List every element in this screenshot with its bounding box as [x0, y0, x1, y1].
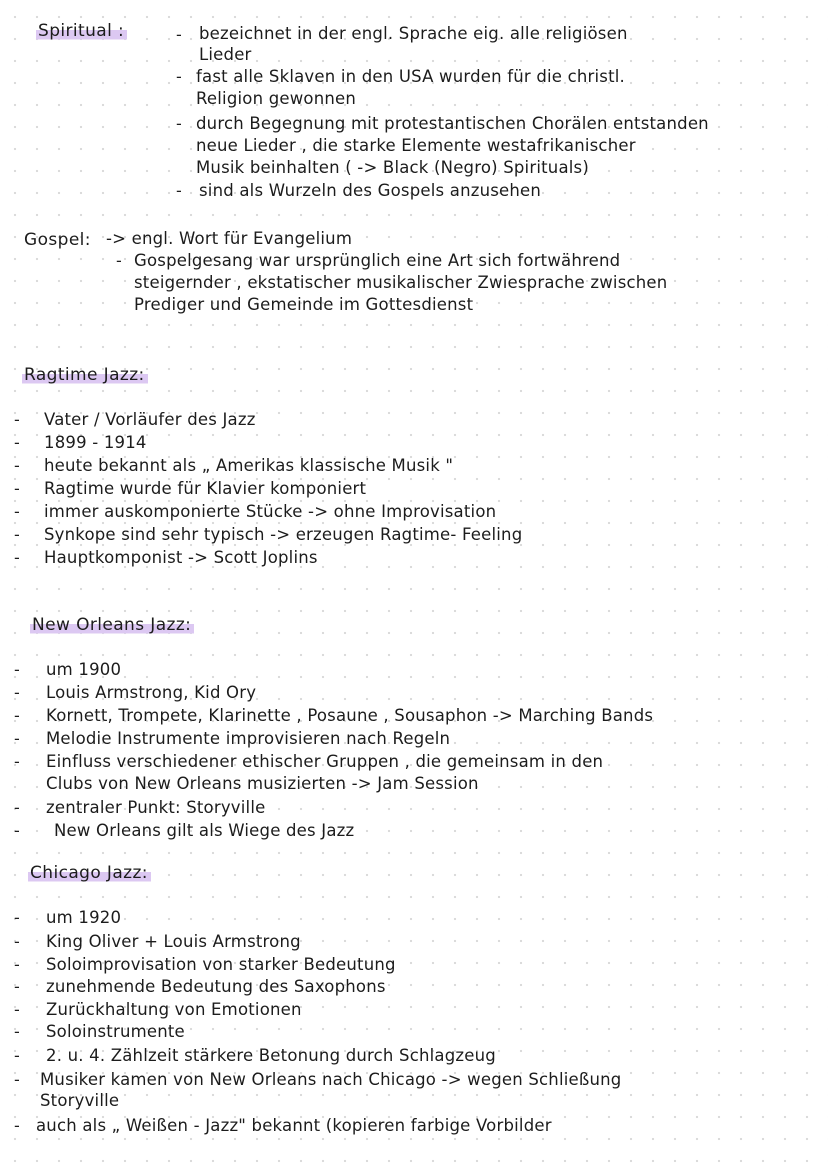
neworleans-line-4: Melodie Instrumente improvisieren nach Regeln — [46, 729, 451, 748]
bullet-dash: - — [14, 660, 20, 679]
spiritual-line-3: fast alle Sklaven in den USA wurden für die christl. — [196, 67, 625, 86]
spiritual-line-4: Religion gewonnen — [196, 89, 357, 108]
bullet-dash: - — [176, 181, 182, 200]
bullet-dash: - — [116, 251, 122, 270]
heading-ragtime: Ragtime Jazz: — [22, 364, 148, 386]
gospel-line-1: -> engl. Wort für Evangelium — [106, 229, 353, 248]
bullet-dash: - — [14, 548, 20, 567]
bullet-dash: - — [14, 798, 20, 817]
chicago-line-9: Storyville — [40, 1091, 120, 1110]
bullet-dash: - — [14, 456, 20, 475]
chicago-line-4: zunehmende Bedeutung des Saxophons — [46, 977, 386, 996]
chicago-line-10: auch als „ Weißen - Jazz" bekannt (kopieren farbige Vorbilder — [36, 1116, 552, 1135]
bullet-dash: - — [14, 433, 20, 452]
bullet-dash: - — [176, 25, 182, 44]
chicago-line-8: Musiker kamen von New Orleans nach Chicago -> wegen Schließung — [40, 1070, 622, 1089]
bullet-dash: - — [14, 752, 20, 771]
spiritual-line-6: neue Lieder , die starke Elemente westafrikanischer — [196, 136, 636, 155]
bullet-dash: - — [14, 955, 20, 974]
neworleans-line-3: Kornett, Trompete, Klarinette , Posaune , Sousaphon -> Marching Bands — [46, 706, 654, 725]
neworleans-line-7: zentraler Punkt: Storyville — [46, 798, 266, 817]
bullet-dash: - — [14, 729, 20, 748]
bullet-dash: - — [14, 1046, 20, 1065]
ragtime-line-7: Hauptkomponist -> Scott Joplins — [44, 548, 318, 567]
spiritual-line-2: Lieder — [199, 45, 252, 64]
bullet-dash: - — [14, 479, 20, 498]
heading-gospel: Gospel: — [24, 230, 91, 250]
gospel-line-3: steigernder , ekstatischer musikalischer Zwiesprache zwischen — [134, 273, 668, 292]
ragtime-line-2: 1899 - 1914 — [44, 433, 147, 452]
chicago-line-7: 2. u. 4. Zählzeit stärkere Betonung durch Schlagzeug — [46, 1046, 496, 1065]
neworleans-line-5: Einfluss verschiedener ethischer Gruppen , die gemeinsam in den — [46, 752, 604, 771]
ragtime-line-5: immer auskomponierte Stücke -> ohne Improvisation — [44, 502, 497, 521]
chicago-line-2: King Oliver + Louis Armstrong — [46, 932, 301, 951]
bullet-dash: - — [14, 1070, 20, 1089]
heading-new-orleans: New Orleans Jazz: — [30, 614, 194, 636]
bullet-dash: - — [176, 67, 182, 86]
bullet-dash: - — [14, 1000, 20, 1019]
ragtime-line-3: heute bekannt als „ Amerikas klassische Musik " — [44, 456, 454, 475]
bullet-dash: - — [14, 502, 20, 521]
bullet-dash: - — [14, 410, 20, 429]
chicago-line-5: Zurückhaltung von Emotionen — [46, 1000, 302, 1019]
bullet-dash: - — [14, 977, 20, 996]
chicago-line-1: um 1920 — [46, 908, 122, 927]
bullet-dash: - — [14, 932, 20, 951]
neworleans-line-1: um 1900 — [46, 660, 122, 679]
bullet-dash: - — [14, 525, 20, 544]
bullet-dash: - — [14, 821, 20, 840]
neworleans-line-8: New Orleans gilt als Wiege des Jazz — [54, 821, 355, 840]
spiritual-line-7: Musik beinhalten ( -> Black (Negro) Spirituals) — [196, 158, 589, 177]
ragtime-line-1: Vater / Vorläufer des Jazz — [44, 410, 256, 429]
bullet-dash: - — [14, 1022, 20, 1041]
chicago-line-6: Soloinstrumente — [46, 1022, 185, 1041]
heading-spiritual: Spiritual : — [36, 20, 127, 42]
heading-chicago: Chicago Jazz: — [28, 862, 151, 884]
bullet-dash: - — [14, 908, 20, 927]
spiritual-line-8: sind als Wurzeln des Gospels anzusehen — [199, 181, 542, 200]
ragtime-line-6: Synkope sind sehr typisch -> erzeugen Ragtime- Feeling — [44, 525, 523, 544]
neworleans-line-6: Clubs von New Orleans musizierten -> Jam Session — [46, 774, 479, 793]
spiritual-line-1: bezeichnet in der engl. Sprache eig. alle religiösen — [199, 24, 628, 43]
chicago-line-3: Soloimprovisation von starker Bedeutung — [46, 955, 396, 974]
gospel-line-2: Gospelgesang war ursprünglich eine Art sich fortwährend — [134, 251, 621, 270]
neworleans-line-2: Louis Armstrong, Kid Ory — [46, 683, 257, 702]
ragtime-line-4: Ragtime wurde für Klavier komponiert — [44, 479, 367, 498]
bullet-dash: - — [176, 114, 182, 133]
bullet-dash: - — [14, 706, 20, 725]
gospel-line-4: Prediger und Gemeinde im Gottesdienst — [134, 295, 474, 314]
bullet-dash: - — [14, 683, 20, 702]
spiritual-line-5: durch Begegnung mit protestantischen Chorälen entstanden — [196, 114, 709, 133]
bullet-dash: - — [14, 1116, 20, 1135]
